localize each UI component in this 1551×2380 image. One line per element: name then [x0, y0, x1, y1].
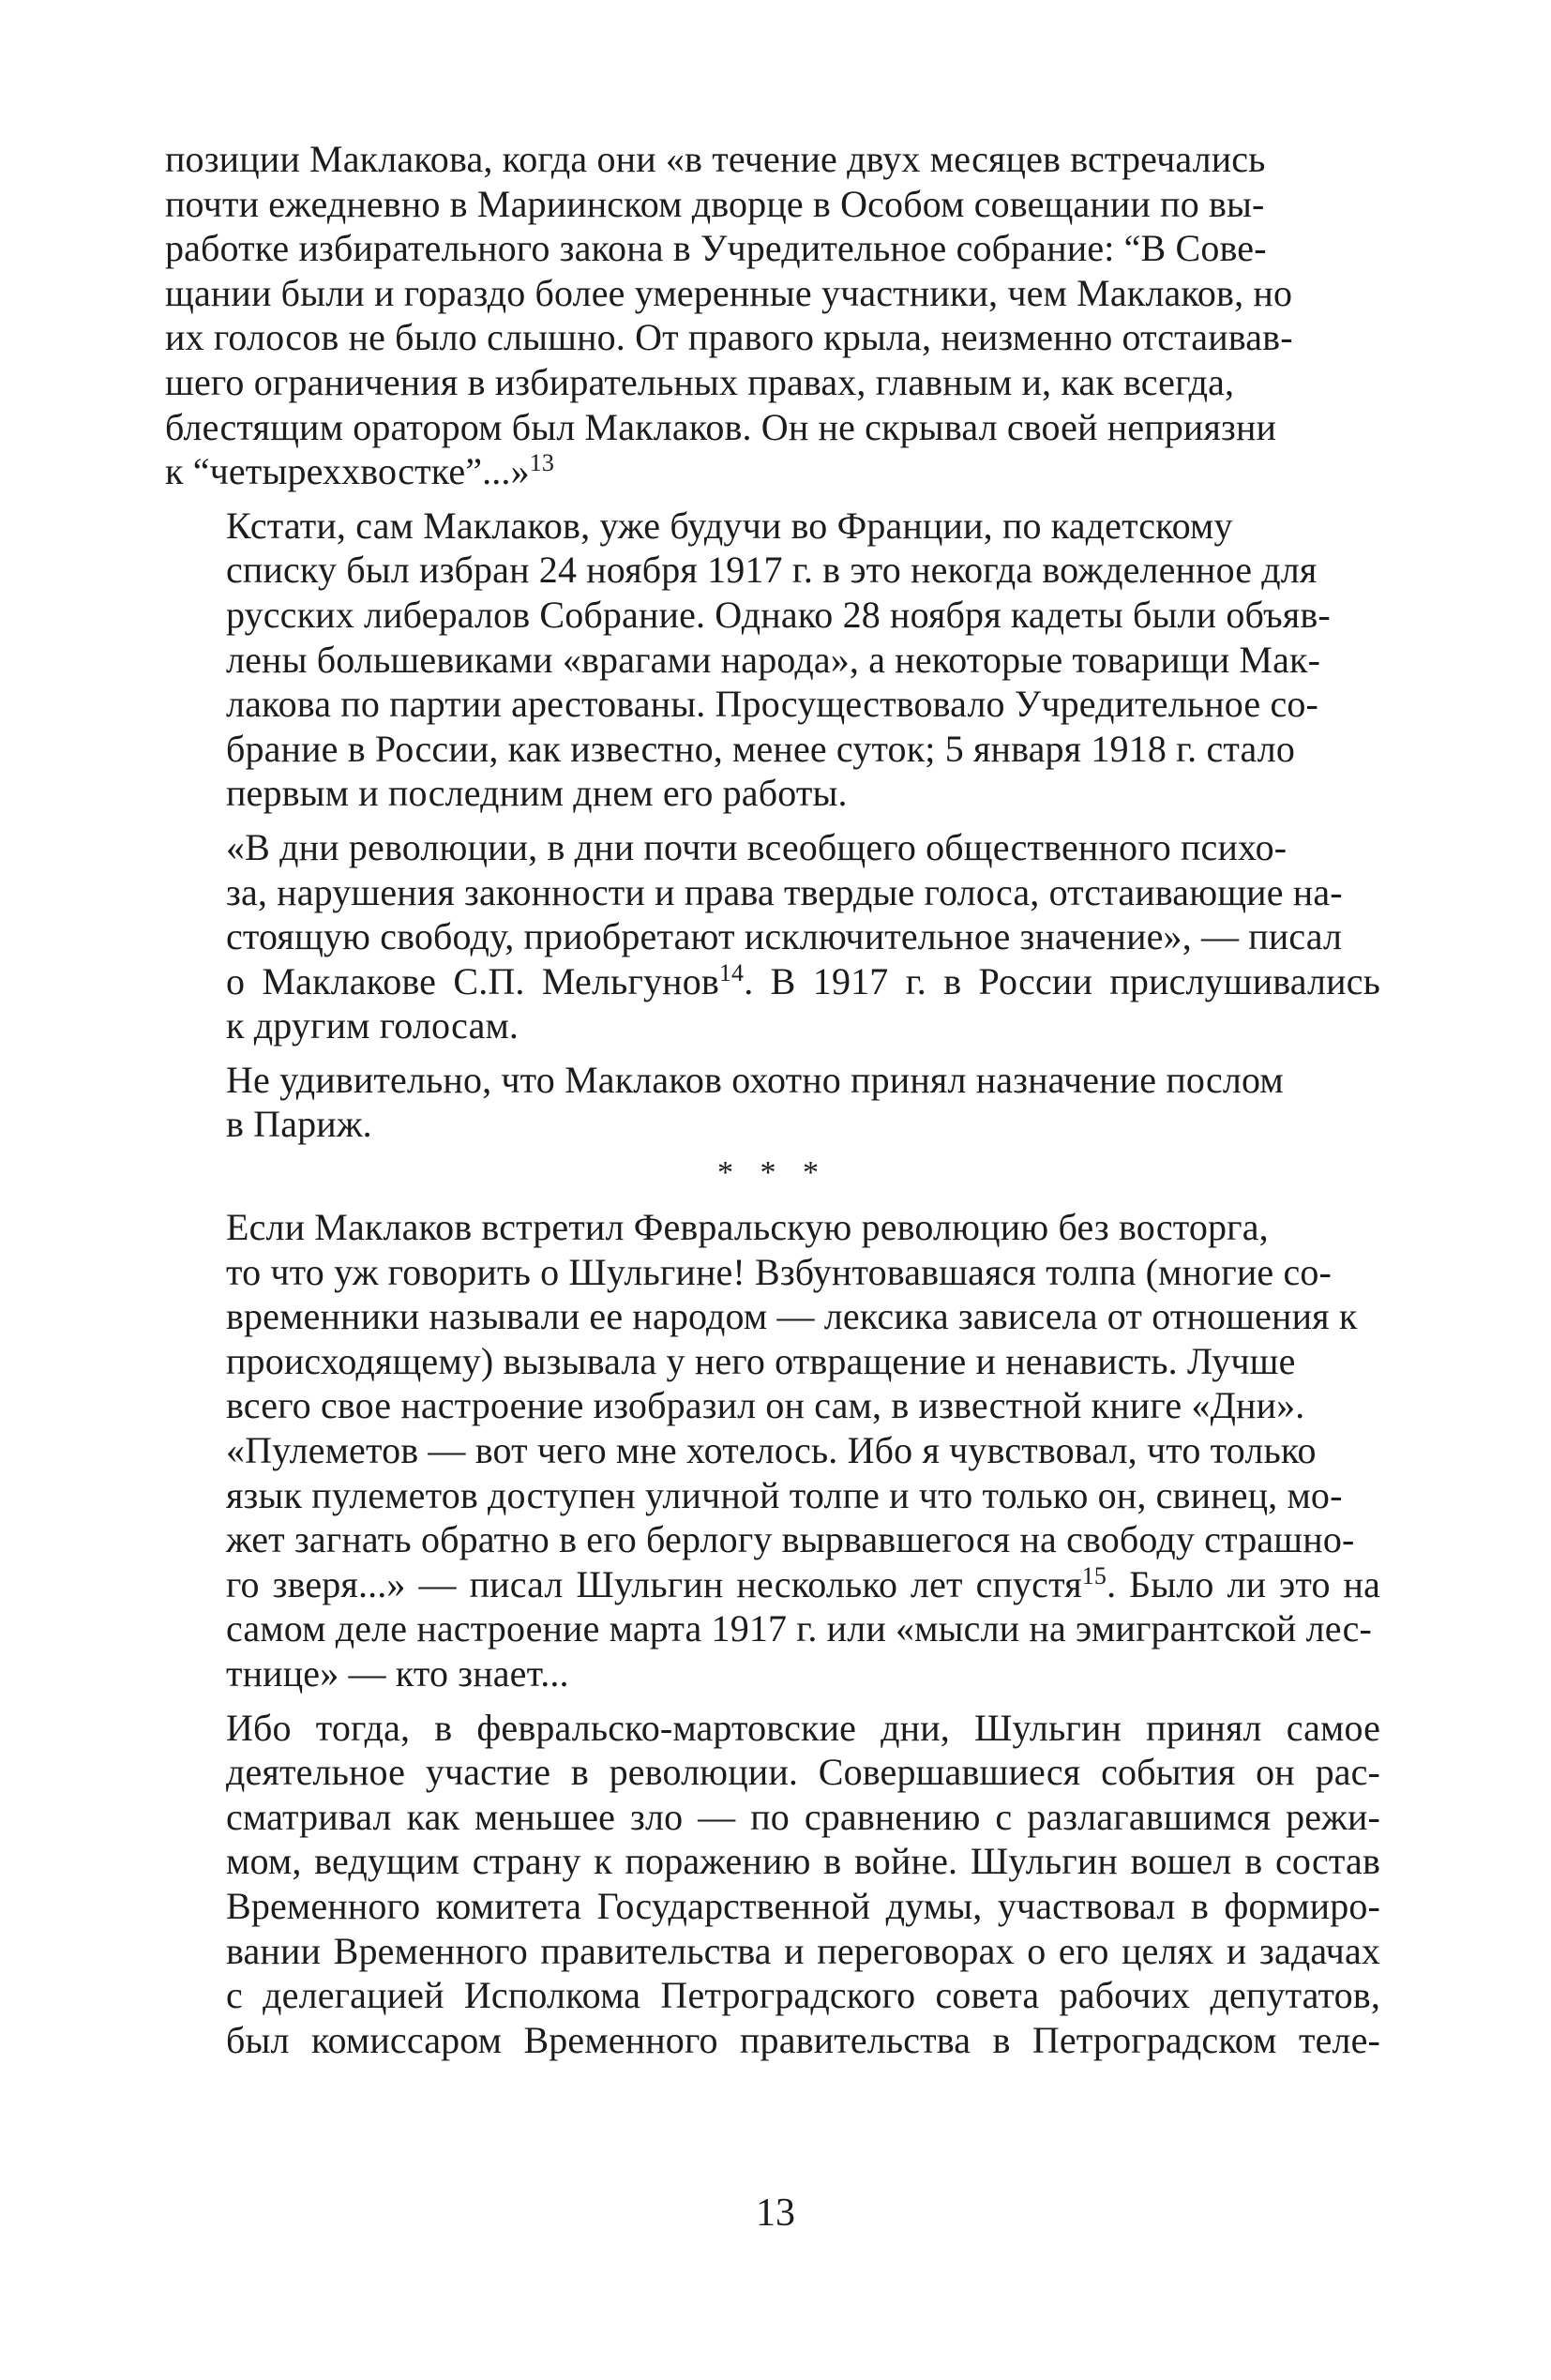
text-line: «В дни революции, в дни почти всеобщего общественного психо- — [226, 825, 1287, 868]
page-number: 13 — [756, 2192, 795, 2235]
text-line: то что уж говорить о Шульгине! Взбунтовавшаяся толпа (многие со- — [226, 1250, 1332, 1293]
text-line: к другим голосам. — [226, 1004, 520, 1047]
text-line: язык пулеметов доступен уличной толпе и что только он, свинец, мо- — [226, 1473, 1343, 1516]
text-line: за, нарушения законности и права твердые голоса, отстаивающие на- — [226, 870, 1343, 913]
text-line: с делегацией Исполкома Петроградского совета рабочих депутатов, — [226, 1974, 1380, 2017]
text-fragment: к “четыреххвостке”...» — [165, 450, 530, 493]
section-separator: * * * — [717, 1155, 828, 1191]
text-line: Ибо тогда, в февральско-мартовские дни, Шульгин принял самое — [226, 1706, 1380, 1749]
text-line: мом, ведущим страну к поражению в войне. Шульгин вошел в состав — [226, 1840, 1380, 1883]
text-line: почти ежедневно в Мариинском дворце в Особом совещании по вы- — [165, 182, 1265, 225]
text-line: деятельное участие в революции. Совершавшиеся события он рас- — [226, 1751, 1380, 1794]
paragraph — [165, 1058, 1380, 1147]
text-line: лены большевиками «врагами народа», а некоторые товарищи Мак- — [226, 638, 1321, 681]
page-body — [165, 137, 1380, 2062]
text-line: лакова по партии арестованы. Просуществовало Учредительное со- — [226, 683, 1318, 726]
text-line: происходящему) вызывала у него отвращение и ненависть. Лучше — [226, 1339, 1296, 1382]
text-fragment: о Маклакове С.П. Мельгунов — [226, 959, 719, 1002]
footnote-marker: 13 — [529, 449, 555, 477]
paragraph — [165, 1706, 1380, 2063]
text-line: Временного комитета Государственной думы, участвовал в формиро- — [226, 1884, 1380, 1927]
text-line: сматривал как меньшее зло — по сравнению с разлагавшимся режи- — [226, 1795, 1380, 1838]
text-line: русских либералов Собрание. Однако 28 ноября кадеты были объяв- — [226, 593, 1331, 636]
text-line — [165, 449, 1380, 494]
text-line: тнице» — кто знает... — [226, 1652, 569, 1695]
text-line: вании Временного правительства и переговорах о его целях и задачах — [226, 1929, 1380, 1972]
text-fragment: . В 1917 г. в России прислушивались — [744, 959, 1380, 1002]
text-fragment: го зверя...» — писал Шульгин несколько лет спустя — [226, 1562, 1082, 1605]
text-line: щании были и гораздо более умеренные участники, чем Маклаков, но — [165, 271, 1293, 314]
footnote-marker: 15 — [1081, 1561, 1107, 1589]
text-line: позиции Маклакова, когда они «в течение двух месяцев встречались — [165, 138, 1266, 180]
text-line: Кстати, сам Маклаков, уже будучи во Франции, по кадетскому — [226, 504, 1233, 547]
text-line: «Пулеметов — вот чего мне хотелось. Ибо я чувствовал, что только — [226, 1429, 1317, 1472]
paragraph — [165, 504, 1380, 816]
text-line — [165, 959, 1380, 1004]
text-line: временники называли ее народом — лексика зависела от отношения к — [226, 1295, 1358, 1338]
paragraph — [165, 1205, 1380, 1696]
text-line: их голосов не было слышно. От правого крыла, неизменно отстаивав- — [165, 316, 1293, 359]
footnote-marker: 14 — [718, 958, 745, 987]
text-line: блестящим оратором был Маклаков. Он не скрывал своей неприязни — [165, 405, 1277, 448]
text-line: в Париж. — [226, 1103, 372, 1146]
text-line: Если Маклаков встретил Февральскую революцию без восторга, — [226, 1206, 1269, 1249]
text-line: был комиссаром Временного правительства в Петроградском теле- — [226, 2018, 1380, 2061]
text-line: работке избирательного закона в Учредительное собрание: “В Сове- — [165, 227, 1267, 270]
text-line: самом деле настроение марта 1917 г. или «мысли на эмигрантской лес- — [226, 1607, 1372, 1650]
text-line: списку был избран 24 ноября 1917 г. в это некогда вожделенное для — [226, 549, 1318, 592]
text-line: брание в России, как известно, менее суток; 5 января 1918 г. стало — [226, 727, 1295, 770]
paragraph — [165, 825, 1380, 1048]
text-line — [165, 1562, 1380, 1607]
text-line: всего свое настроение изобразил он сам, в известной книге «Дни». — [226, 1384, 1305, 1427]
text-line: первым и последним днем его работы. — [226, 772, 848, 815]
paragraph — [165, 137, 1380, 494]
text-line: стоящую свободу, приобретают исключительное значение», — писал — [226, 915, 1343, 958]
text-line: Не удивительно, что Маклаков охотно принял назначение послом — [226, 1058, 1284, 1101]
text-fragment: . Было ли это на — [1107, 1562, 1380, 1605]
text-line: шего ограничения в избирательных правах, главным и, как всегда, — [165, 360, 1235, 403]
text-line: жет загнать обратно в его берлогу вырвавшегося на свободу страшно- — [226, 1518, 1355, 1561]
